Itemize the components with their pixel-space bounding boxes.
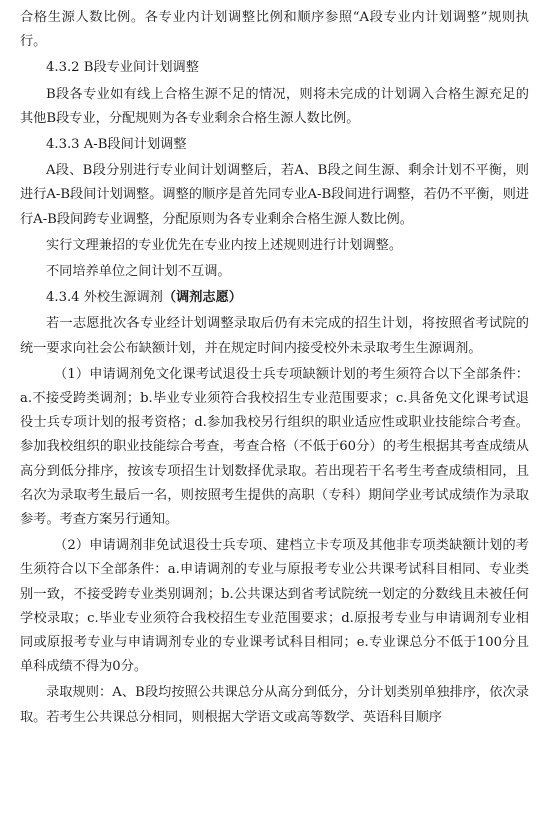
paragraph-arts-science: 实行文理兼招的专业优先在专业内按上述规则进行计划调整。 [46, 237, 403, 253]
paragraph-admission-rule: 录取规则：A、B段均按照公共课总分从高分到低分，分计划类别单独排序，依次录取。若考生公共课总分相同，则根据大学语文或高等数学、英语科目顺序 [20, 685, 529, 725]
heading-4-3-4 [20, 286, 529, 310]
paragraph-continuation: 合格生源人数比例。各专业内计划调整比例和顺序参照“A段专业内计划调整”规则执行。 [20, 10, 529, 50]
document-page [0, 6, 549, 840]
heading-4-3-4-bold: （调剂志愿） [162, 290, 242, 306]
heading-4-3-4-text: 4.3.4 外校生源调剂 [46, 290, 163, 306]
heading-4-3-2: 4.3.2 B段专业间计划调整 [46, 60, 199, 76]
paragraph-ab-adjust: A段、B段分别进行专业间计划调整后，若A、B段之间生源、剩余计划不平衡，则进行A-B段间计划调整。调整的顺序是首先同专业A-B段间进行调整，若仍不平衡，则进行A-B段间跨专业调整，分配原则为各专业剩余合格生源人数比例。 [20, 163, 529, 227]
paragraph-no-transfer: 不同培养单位之间计划不互调。 [46, 264, 231, 280]
paragraph-external-adjust: 若一志愿批次各专业经计划调整录取后仍有未完成的招生计划，将按照省考试院的统一要求向社会公布缺额计划，并在规定时间内接受校外未录取考生生源调剂。 [20, 316, 529, 356]
heading-4-3-3: 4.3.3 A-B段间计划调整 [46, 137, 187, 153]
paragraph-condition-1: （1）申请调剂免文化课考试退役士兵专项缺额计划的考生须符合以下全部条件：a.不接受跨类调剂；b.毕业专业须符合我校招生专业范围要求；c.具备免文化课考试退役士兵专项计划的报考资格；d.参加我校另行组织的职业适应性或职业技能综合考查。参加我校组织的职业技能综合考查，考查合格（不低于60分）的考生根据其考查成绩从高分到低分排序，按该专项招生计划数择优录取。若出现若干名考生考查成绩相同，且名次为录取考生最后一名，则按照考生提供的高职（专科）期间学业考试成绩作为录取参考。考查方案另行通知。 [20, 366, 529, 528]
paragraph-condition-2: （2）申请调剂非免试退役士兵专项、建档立卡专项及其他非专项类缺额计划的考生须符合以下全部条件：a.申请调剂的专业与原报考专业公共课考试科目相同、专业类别一致，不接受跨专业类别调剂；b.公共课达到省考试院统一划定的分数线且未被任何学校录取；c.毕业专业须符合我校招生专业范围要求；d.原报考专业与申请调剂专业相同或原报考专业与申请调剂专业的专业课考试科目相同；e.专业课总分不低于100分且单科成绩不得为0分。 [20, 538, 529, 675]
paragraph-b-segment: B段各专业如有线上合格生源不足的情况，则将未完成的计划调入合格生源充足的其他B段专业，分配规则为各专业剩余合格生源人数比例。 [20, 86, 529, 126]
